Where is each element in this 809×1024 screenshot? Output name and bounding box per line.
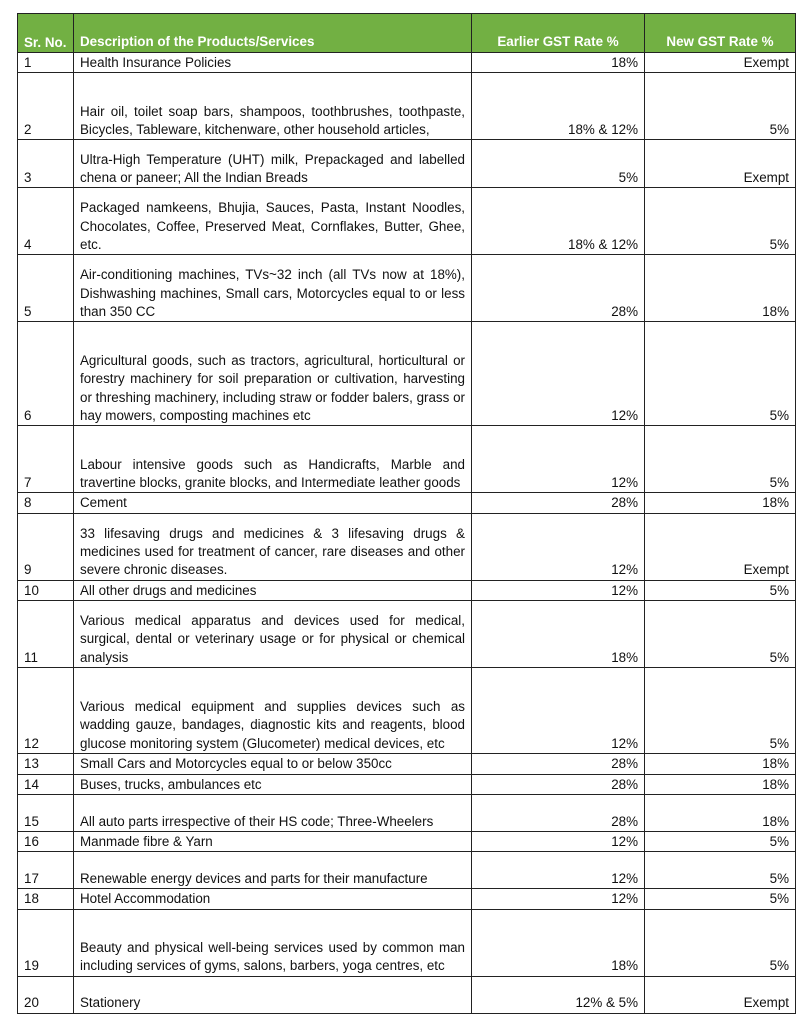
header-new-rate: New GST Rate % bbox=[645, 14, 796, 53]
earlier-rate-cell: 18% & 12% bbox=[472, 188, 645, 255]
earlier-rate-cell: 18% bbox=[472, 601, 645, 668]
description-cell: All other drugs and medicines bbox=[74, 580, 472, 600]
table-row bbox=[18, 580, 796, 600]
description-cell: Labour intensive goods such as Handicrafts, Marble and travertine blocks, granite blocks, and Intermediate leather goods bbox=[74, 426, 472, 493]
description-cell: Manmade fibre & Yarn bbox=[74, 832, 472, 852]
table-row bbox=[18, 852, 796, 889]
earlier-rate-cell: 28% bbox=[472, 795, 645, 832]
new-rate-cell: 5% bbox=[645, 668, 796, 754]
table-row bbox=[18, 976, 796, 1013]
table-row bbox=[18, 73, 796, 140]
earlier-rate-cell: 12% bbox=[472, 832, 645, 852]
new-rate-cell: Exempt bbox=[645, 140, 796, 188]
table-row bbox=[18, 493, 796, 513]
description-cell: Hotel Accommodation bbox=[74, 889, 472, 909]
description-cell: Various medical apparatus and devices used for medical, surgical, dental or veterinary usage or for physical or chemical analysis bbox=[74, 601, 472, 668]
table-row bbox=[18, 889, 796, 909]
description-cell: Hair oil, toilet soap bars, shampoos, toothbrushes, toothpaste, Bicycles, Tableware, kitchenware, other household articles, bbox=[74, 73, 472, 140]
header-earlier-rate: Earlier GST Rate % bbox=[472, 14, 645, 53]
new-rate-cell: 5% bbox=[645, 426, 796, 493]
new-rate-cell: 18% bbox=[645, 774, 796, 794]
description-cell: Small Cars and Motorcycles equal to or below 350cc bbox=[74, 754, 472, 774]
new-rate-cell: Exempt bbox=[645, 976, 796, 1013]
earlier-rate-cell: 12% bbox=[472, 513, 645, 580]
sr-number-cell: 8 bbox=[18, 493, 74, 513]
sr-number-cell: 20 bbox=[18, 976, 74, 1013]
new-rate-cell: 18% bbox=[645, 493, 796, 513]
earlier-rate-cell: 18% bbox=[472, 53, 645, 73]
sr-number-cell: 15 bbox=[18, 795, 74, 832]
new-rate-cell: 5% bbox=[645, 889, 796, 909]
header-description: Description of the Products/Services bbox=[74, 14, 472, 53]
gst-rate-table bbox=[17, 13, 796, 1014]
table-row bbox=[18, 601, 796, 668]
sr-number-cell: 18 bbox=[18, 889, 74, 909]
new-rate-cell: 18% bbox=[645, 795, 796, 832]
new-rate-cell: 5% bbox=[645, 601, 796, 668]
earlier-rate-cell: 12% bbox=[472, 426, 645, 493]
earlier-rate-cell: 18% bbox=[472, 909, 645, 976]
description-cell: Health Insurance Policies bbox=[74, 53, 472, 73]
sr-number-cell: 2 bbox=[18, 73, 74, 140]
description-cell: Stationery bbox=[74, 976, 472, 1013]
new-rate-cell: 5% bbox=[645, 580, 796, 600]
earlier-rate-cell: 12% & 5% bbox=[472, 976, 645, 1013]
table-row bbox=[18, 322, 796, 426]
earlier-rate-cell: 28% bbox=[472, 493, 645, 513]
sr-number-cell: 3 bbox=[18, 140, 74, 188]
earlier-rate-cell: 12% bbox=[472, 889, 645, 909]
sr-number-cell: 14 bbox=[18, 774, 74, 794]
sr-number-cell: 7 bbox=[18, 426, 74, 493]
earlier-rate-cell: 18% & 12% bbox=[472, 73, 645, 140]
table-body bbox=[18, 53, 796, 1014]
description-cell: Renewable energy devices and parts for their manufacture bbox=[74, 852, 472, 889]
table-row bbox=[18, 53, 796, 73]
description-cell: Buses, trucks, ambulances etc bbox=[74, 774, 472, 794]
table-header bbox=[18, 14, 796, 53]
earlier-rate-cell: 12% bbox=[472, 852, 645, 889]
table-row bbox=[18, 832, 796, 852]
sr-number-cell: 13 bbox=[18, 754, 74, 774]
header-row bbox=[18, 14, 796, 53]
earlier-rate-cell: 28% bbox=[472, 255, 645, 322]
new-rate-cell: 5% bbox=[645, 832, 796, 852]
new-rate-cell: 5% bbox=[645, 188, 796, 255]
table-row bbox=[18, 754, 796, 774]
description-cell: Various medical equipment and supplies devices such as wadding gauze, bandages, diagnostic kits and reagents, blood glucose monitoring system (Glucometer) medical devices, etc bbox=[74, 668, 472, 754]
table-row bbox=[18, 188, 796, 255]
earlier-rate-cell: 28% bbox=[472, 774, 645, 794]
new-rate-cell: Exempt bbox=[645, 513, 796, 580]
new-rate-cell: 18% bbox=[645, 255, 796, 322]
description-cell: Air-conditioning machines, TVs~32 inch (all TVs now at 18%), Dishwashing machines, Small cars, Motorcycles equal to or less than 350 CC bbox=[74, 255, 472, 322]
new-rate-cell: 18% bbox=[645, 754, 796, 774]
description-cell: Ultra-High Temperature (UHT) milk, Prepackaged and labelled chena or paneer; All the Indian Breads bbox=[74, 140, 472, 188]
table-row bbox=[18, 255, 796, 322]
new-rate-cell: 5% bbox=[645, 322, 796, 426]
sr-number-cell: 5 bbox=[18, 255, 74, 322]
earlier-rate-cell: 12% bbox=[472, 668, 645, 754]
header-sr-no: Sr. No. bbox=[18, 14, 74, 53]
gst-table-container bbox=[17, 13, 796, 1014]
earlier-rate-cell: 12% bbox=[472, 580, 645, 600]
table-row bbox=[18, 140, 796, 188]
description-cell: All auto parts irrespective of their HS code; Three-Wheelers bbox=[74, 795, 472, 832]
description-cell: Agricultural goods, such as tractors, agricultural, horticultural or forestry machinery for soil preparation or cultivation, harvesting or threshing machinery, including straw or fodder balers, grass or hay mowers, composting machines etc bbox=[74, 322, 472, 426]
new-rate-cell: 5% bbox=[645, 909, 796, 976]
sr-number-cell: 12 bbox=[18, 668, 74, 754]
sr-number-cell: 10 bbox=[18, 580, 74, 600]
new-rate-cell: Exempt bbox=[645, 53, 796, 73]
sr-number-cell: 16 bbox=[18, 832, 74, 852]
sr-number-cell: 11 bbox=[18, 601, 74, 668]
table-row bbox=[18, 795, 796, 832]
table-row bbox=[18, 668, 796, 754]
table-row bbox=[18, 774, 796, 794]
table-row bbox=[18, 426, 796, 493]
earlier-rate-cell: 28% bbox=[472, 754, 645, 774]
sr-number-cell: 1 bbox=[18, 53, 74, 73]
description-cell: Packaged namkeens, Bhujia, Sauces, Pasta, Instant Noodles, Chocolates, Coffee, Preserved Meat, Cornflakes, Butter, Ghee, etc. bbox=[74, 188, 472, 255]
description-cell: 33 lifesaving drugs and medicines & 3 lifesaving drugs & medicines used for treatment of cancer, rare diseases and other severe chronic diseases. bbox=[74, 513, 472, 580]
table-row bbox=[18, 909, 796, 976]
new-rate-cell: 5% bbox=[645, 73, 796, 140]
sr-number-cell: 9 bbox=[18, 513, 74, 580]
earlier-rate-cell: 12% bbox=[472, 322, 645, 426]
table-row bbox=[18, 513, 796, 580]
sr-number-cell: 6 bbox=[18, 322, 74, 426]
sr-number-cell: 17 bbox=[18, 852, 74, 889]
sr-number-cell: 4 bbox=[18, 188, 74, 255]
earlier-rate-cell: 5% bbox=[472, 140, 645, 188]
new-rate-cell: 5% bbox=[645, 852, 796, 889]
description-cell: Cement bbox=[74, 493, 472, 513]
sr-number-cell: 19 bbox=[18, 909, 74, 976]
description-cell: Beauty and physical well-being services used by common man including services of gyms, salons, barbers, yoga centres, etc bbox=[74, 909, 472, 976]
